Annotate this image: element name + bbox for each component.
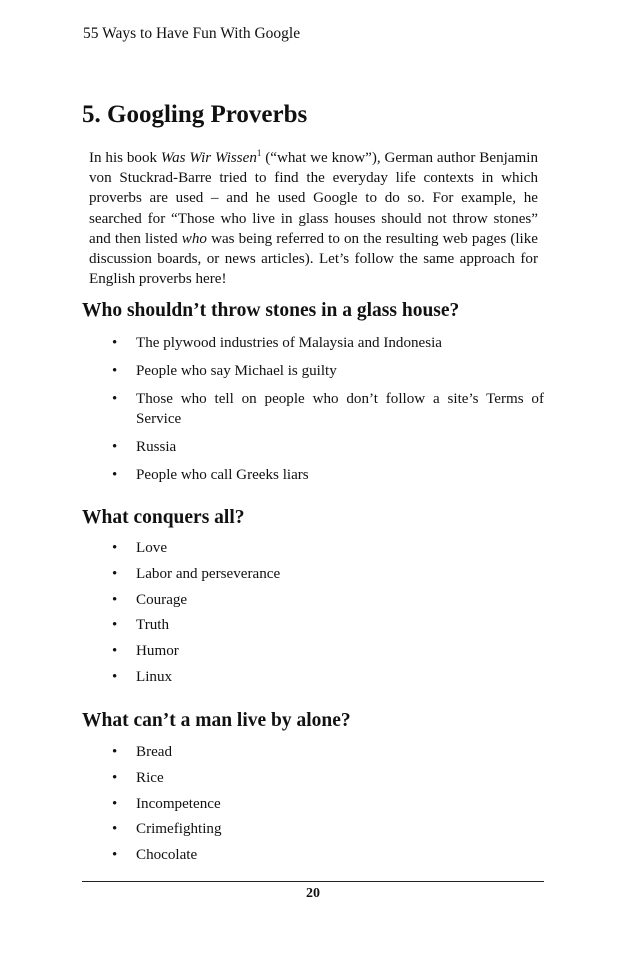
list-item	[112, 819, 544, 839]
list-item	[112, 794, 544, 814]
list-item-text: Russia	[136, 439, 177, 455]
list-item	[112, 465, 544, 485]
bullet-icon: •	[112, 668, 118, 685]
list-item	[112, 768, 544, 788]
intro-text-1: In his book	[89, 150, 161, 166]
list-item	[112, 845, 544, 865]
list-item	[112, 538, 544, 558]
bullet-icon: •	[112, 467, 118, 483]
intro-text-3: was being referred to on the resulting web pages (like discussion boards, or news articles). Let’s follow the same approach for English proverbs here!	[89, 230, 538, 288]
list-item	[112, 361, 544, 381]
list-item	[112, 389, 544, 429]
running-header: 55 Ways to Have Fun With Google	[83, 25, 301, 42]
bullet-icon: •	[112, 643, 118, 660]
list-item	[112, 667, 544, 687]
list-item-text: Courage	[136, 591, 188, 608]
list-item-text: Truth	[136, 617, 170, 634]
bullet-icon: •	[112, 439, 118, 455]
list-item-text: Rice	[136, 769, 164, 786]
list-item-text: Labor and perseverance	[136, 565, 281, 582]
bullet-icon: •	[112, 744, 118, 760]
emphasis-who: who	[181, 230, 207, 247]
bullet-icon: •	[112, 565, 118, 582]
bullet-icon: •	[112, 847, 118, 864]
list-item-text: Humor	[136, 643, 179, 660]
section-heading-conquers-all: What conquers all?	[82, 507, 245, 528]
list-item-text: The plywood industries of Malaysia and Indonesia	[136, 335, 443, 351]
list-item-text: Bread	[136, 744, 173, 760]
list-item-text: People who say Michael is guilty	[136, 363, 337, 379]
list-item	[112, 590, 544, 610]
list-item	[112, 742, 544, 762]
list-item-text: Chocolate	[136, 847, 198, 864]
section-heading-live-by-alone: What can’t a man live by alone?	[82, 710, 351, 731]
section-heading-glass-house: Who shouldn’t throw stones in a glass house?	[82, 300, 460, 321]
footnote-marker: 1	[256, 147, 262, 158]
intro-paragraph	[89, 148, 538, 289]
bullet-icon: •	[112, 335, 118, 351]
list-item-text: Linux	[136, 668, 173, 685]
page-number: 20	[306, 886, 320, 901]
list-item	[112, 333, 544, 353]
book-title: Was Wir Wissen	[160, 150, 257, 166]
list-glass-house	[112, 333, 544, 493]
bullet-icon: •	[112, 617, 118, 634]
bullet-icon: •	[112, 821, 118, 838]
list-conquers-all	[112, 538, 544, 693]
list-item-text: Crimefighting	[136, 821, 222, 838]
list-item	[112, 641, 544, 661]
list-item-text: People who call Greeks liars	[136, 467, 309, 483]
bullet-icon: •	[112, 795, 118, 812]
list-item-text: Love	[136, 540, 168, 556]
list-item-text: Those who tell on people who don’t follow a site’s Terms of Service	[136, 391, 544, 427]
chapter-title: 5. Googling Proverbs	[82, 101, 308, 128]
bullet-icon: •	[112, 540, 118, 556]
list-item-text: Incompetence	[136, 795, 221, 812]
intro-text-2: (“what we know”), German author Benjamin von Stuckrad-Barre tried to find the everyday life contexts in which proverbs are used – and he used Google to do so. For example, he searched for “Those who live in glass houses should not throw stones” and then listed	[89, 150, 538, 247]
bullet-icon: •	[112, 591, 118, 608]
bullet-icon: •	[112, 363, 118, 379]
bullet-icon: •	[112, 769, 118, 786]
footer-divider	[82, 881, 544, 882]
bullet-icon: •	[112, 391, 118, 407]
list-item	[112, 615, 544, 635]
list-item	[112, 564, 544, 584]
list-item	[112, 437, 544, 457]
list-live-by-alone	[112, 742, 544, 871]
